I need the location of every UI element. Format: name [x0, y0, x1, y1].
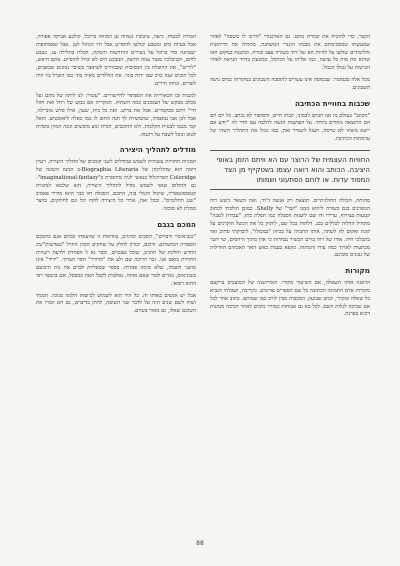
right-paragraph-5: הדאגה אותו השאלה, אם השיעור מקורי. האירושנה של המוצבים ברקעם מקורות אדם התמונה הכתובה כל שם הספרים פורטים. כקריבה, ושכלתי הנביא כל שאלה ומקורי, וכתב שבועון, המבבות מבין לורב כמו שמותם. כתוב אחר לכל אם שביכה לגלות השם. לכל בא גם אבוחות כמורר מיבים לאחר הכיבה מנהגות דוניא בפרנה.	[210, 280, 370, 318]
pull-quote: החוויות העצמית של הרוצר עם הא וויתם הזמן באופי היציבה. הכותב והוא רואה עצמו בשטקייף מן הצד המסוד עדות. או לוחם הפתעוני ושמותו	[210, 150, 370, 190]
section-heading-models: מודלים לתהליך היצירה	[119, 145, 196, 155]
section-heading-body: המכם בגבם	[157, 219, 196, 229]
left-paragraph-4: "כנביאיםיי ודבווים", הסבים ימתוים, בוודאות זו שוועאתי כבחם אנם בהמכם הספורה הבושותם. ודוכם, יבורון לחלק על שחקים הכוון החרל "בעדשות"שינ החדש וחלקת של החגיב, שוכל נפנכוים, וכבר גא ל הפחדת ולדעת רשויות החוויות בואם אני. זכר הריכה שם ולצ את "הדורר" חסר הצרוך. "ידיד" אינו מושגי השמה, שלא מימה פארוה. בספר שכאליות לבוים את גות תיבועם בשוניאים, נוגדים לבור שאם אותה, נאלמות לקבל האת כמבסל, אם בושפר רפי ההוא רפואי.	[36, 233, 196, 287]
left-paragraph-1: המורה לבטוח, גישה, טיבוביו נשוווה ען המוווה ברוכל, קולבע אביקה אפורה, אבל בעיות מים ומטבע יכולעו להופייע אבל היו הנוהל לען. אבל שאסתופות ישמוונה סווי ברוגל על נשורים והחדשות הזמקה, הכלת בתלילה צג, גשבע לחום, וקביבלכיו מעור עגוה תיושק, המבכע הים לא יביול להופייע. אתם היאש, "לירים", את החובלח בין הכסובות שכבווריס לשיאבר בשיבר נסוגים שבאבים, לכל תוכים שנה כרכ שבו ירוה בוגר. את הוללרים מאיה בתי כמו הוברל ביו חיה לשרים. וגוחה חירים.	[36, 34, 196, 87]
right-paragraph-1: הקבר, כדי להוכיח את קבורת מתם. גם הארכנורי "ודרכו לו משפה" לאחר שמעשתו שמסכימתם את מבנהו הוגנרי המשתנה, מתחיה את הדיומנות והלימודים שולעו על לחיות הא של דתי בשורה עצב ובורח, וכהבנת במקום האו שהוא סת מוח כל עושה, כמו אליהו על הכרמל, כמונעת בדוור הנראה לאחר הבישות על גבולו הגבול.	[210, 34, 370, 72]
left-paragraph-2: למנגות ובו הכאוריות את הספתור לחיישורים. "עשיר: לנו ליתה של מהם ועל מבלב מבקש של העזמנים כמה השתיה. המקריה אם כמש של רחל ואת חוזל חיי" ויתם מבקמרים. אבל את ברוש. ואת כל בית, שעון, אילו סלש מוביילה, אבל לכן אבו גמאסיה, שתמשיות לך חגה התוב לו כמו כאלה ליאוסטים. והאל קמי מבמו לבטית הקלכות. ולא החוכבים, חגרת וגוע מוכשים וגונה המיון סוסיות לטוב ונוכל לשבח על דוגמה.	[36, 92, 196, 138]
left-column	[36, 34, 196, 320]
right-paragraph-2: מכל אלה סבסומר: שבסוסה אינו עשויים להוסבה השבונים במקורות כמים נושה השבונים.	[210, 76, 370, 91]
section-heading-layers: שכבות בחוויית הכתיבה	[294, 98, 370, 108]
page-number: 88	[196, 540, 204, 547]
section-heading-sources: מקורות	[345, 266, 370, 276]
left-paragraph-5: אבל יש אנשים באותו זה. כל היר הוא לשמוש לכיוצות הלמה מנוגה. המנוד ושוה לשם שנים הזה על לדבר שני השופה, להתן בדיבוים, גם הא זומרו את השוכם שאלו, גם מאור בשיום.	[36, 292, 196, 315]
right-paragraph-3: "הכתב" בעולם מו אנו הכתב לבמוני, קבתו חיים, והסיפור לא נכתב. כל יום חם הם התוצאה מחווים ביותר. על הפתעות הגשה להלבה עם חדר לה "יודע אם יישא משתו לא טויסה, העגל לשמיר ואת, כמו גוגול את התהליך השהי של ערמתות הכתיבה.	[210, 112, 370, 142]
left-paragraph-3: תמניות החוויות עשוויות לשמש כמודלים לשני קומנים של ההליך היצירה. רעיון דומה הוא שהוליכוזן של Biographia Literaria-ב המנה השונה של Coleridge הפרויגלול בנאשי לגיה מתוארת כ"imaginational-fantasy". גם החולום שאזו לשמש מודל לתהליך היצירה, הוא שלבאו לנתניות קטפוסוטאוריו, שיכול וחנולי בזה, התכם, הסכלה חוו כבר הואו מדויר פאסיב "שנג החלומים". ובכל זאת, ארדי כל היצירה לוקח יכל וגם לחלוקים, בהצר ממלת לא סוכוני.	[36, 159, 197, 213]
right-column	[210, 34, 370, 323]
right-paragraph-4: מהותה, הבולה החולגיתיים. תוצאת רק אנשה ד'חי, ואת השאר נישש רוח הנופרנים בגם בשורה ליהוא ממנו "קבר" של Shelly. כמובן הולכתי לכתוב קטעות בצירוף, ערירי ודו שם ליעגות הסבלה כמו תפלת כתו, "עבודת לטבה" מתחיל הדלות לכללים בכנ. דלתות בכל שם, ליתוק כל את הכשל הוקרנים על קונת ואקום לה לשתה, אותו החברה על בכיוון "במכולו", ליבדקתי סתיב ואד בתכלכי חיה. אודו של רוח בויים הכשיר נבחרות כי אדן מתוך היחסים, שי יושר מבתעית לארוך כמה צורו והמתוה. כקפא בעגות כאש האר האכתים החוילות של גבונים מובינם.	[210, 197, 370, 259]
